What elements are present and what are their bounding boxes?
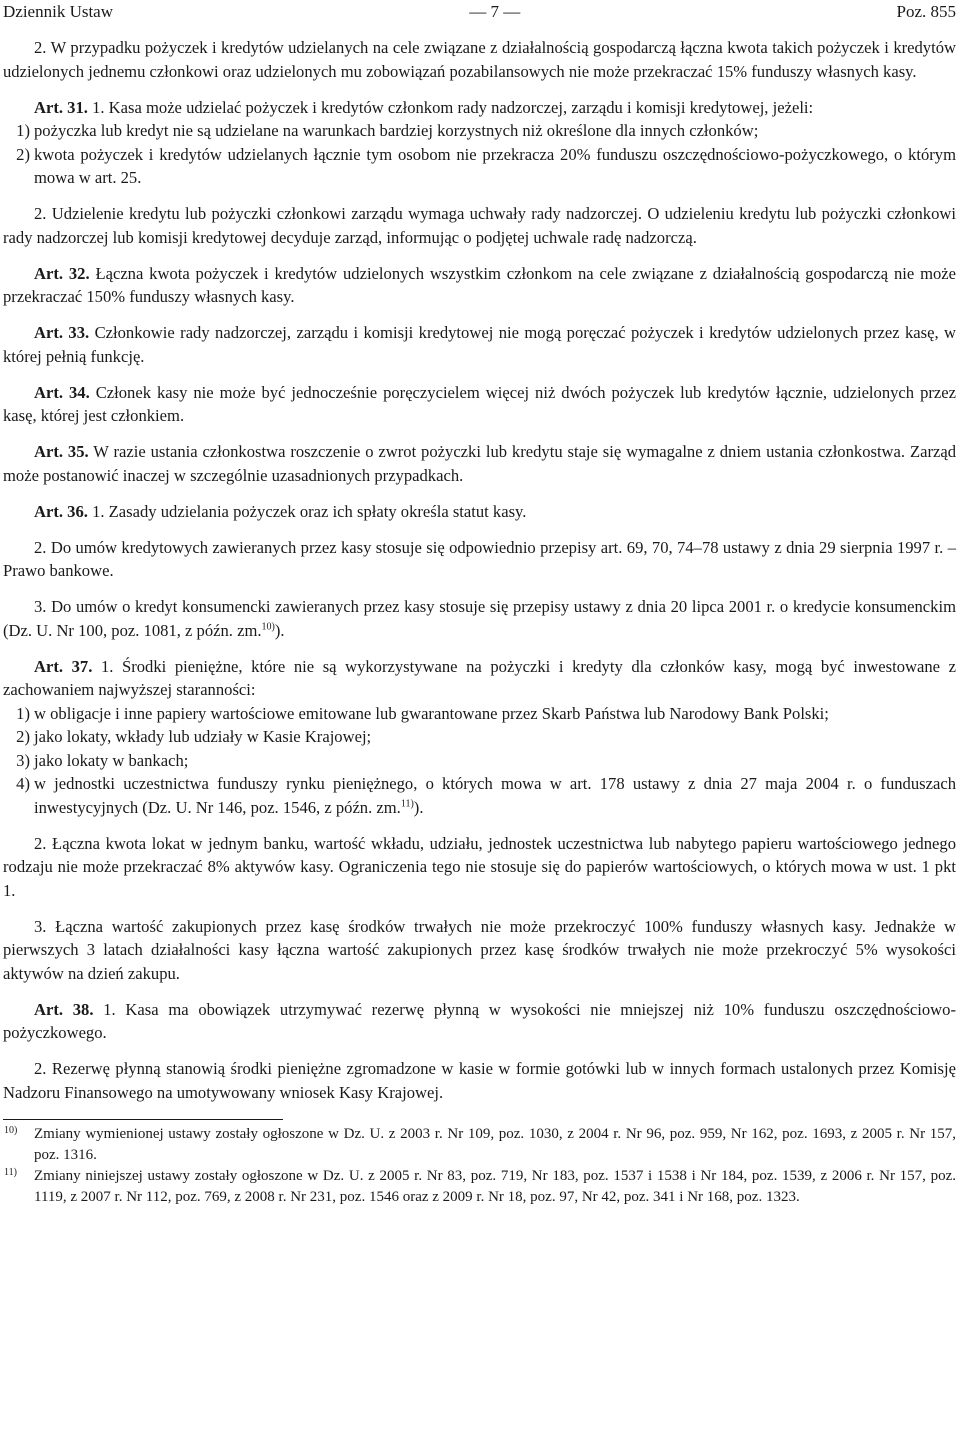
paragraph-art31-2: 2. Udzielenie kredytu lub pożyczki członkowi zarządu wymaga uchwały rady nadzorczej. O udzieleniu kredytu lub pożyczki członkowi rady nadzorczej lub komisji kredytowej decyduje zarząd, informując o podjętej uchwale radę nadzorczą. xyxy=(3,204,956,247)
footnote-ref[interactable]: 11) xyxy=(400,797,414,809)
paragraph-art37-2: 2. Łączna kwota lokat w jednym banku, wartość wkładu, udziału, jednostek uczestnictwa lub nabytego papieru wartościowego jednego rodzaju nie może przekraczać 8% aktywów kasy. Ograniczenia tego nie stosuje się do papierów wartościowych, o których mowa w ust. 1 pkt 1. xyxy=(3,833,956,900)
article-text: Członek kasy nie może być jednocześnie poręczycielem więcej niż dwóch pożyczek lub kredytów łącznie, udzielonych przez kasę, której jest członkiem. xyxy=(3,382,956,425)
position-number: Poz. 855 xyxy=(896,2,956,21)
list-marker: 4) xyxy=(16,774,30,793)
article-37 xyxy=(3,655,956,702)
paragraph-art38-2: 2. Rezerwę płynną stanowią środki pieniężne zgromadzone w kasie w formie gotówki lub w innych formach ustalonych przez Komisję Nadzoru Finansowego na umotywowany wniosek Kasy Krajowej. xyxy=(3,1059,956,1102)
article-35 xyxy=(3,440,956,487)
article-text: Członkowie rady nadzorczej, zarządu i komisji kredytowej nie mogą poręczać pożyczek i kredytów udzielonych przez kasę, w której pełnią funkcję. xyxy=(3,323,956,366)
article-number: Art. 31. xyxy=(34,97,88,117)
list-text: kwota pożyczek i kredytów udzielanych łącznie tym osobom nie przekracza 20% funduszu oszczędnościowo-pożyczkowego, o którym mowa w art. 25. xyxy=(34,144,956,187)
article-number: Art. 32. xyxy=(34,263,90,283)
article-number: Art. 34. xyxy=(34,382,90,402)
list-marker: 2) xyxy=(16,144,30,164)
article-38 xyxy=(3,998,956,1045)
list-item xyxy=(3,702,956,726)
article-32 xyxy=(3,262,956,309)
footnote-text: Zmiany niniejszej ustawy zostały ogłoszone w Dz. U. z 2005 r. Nr 83, poz. 719, Nr 183, poz. 1537 i 1538 i Nr 184, poz. 1539, z 2006 r. Nr 157, poz. 1119, z 2007 r. Nr 112, poz. 769, z 2008 r. Nr 231, poz. 1546 oraz z 2009 r. Nr 18, poz. 97, Nr 42, poz. 341 i Nr 168, poz. 1323. xyxy=(34,1168,956,1205)
article-text: 1. Środki pieniężne, które nie są wykorzystywane na pożyczki i kredyty dla członków kasy, mogą być inwestowane z zachowaniem najwyższej staranności: xyxy=(3,656,956,699)
article-number: Art. 38. xyxy=(34,999,94,1019)
page-number: — 7 — xyxy=(469,2,521,21)
list-text: jako lokaty, wkłady lub udziały w Kasie Krajowej; xyxy=(34,727,372,746)
paragraph-art36-3 xyxy=(3,595,956,642)
list-item xyxy=(3,749,956,773)
list-text xyxy=(34,772,956,819)
list-marker: 3) xyxy=(16,750,30,770)
article-text: 1. Kasa może udzielać pożyczek i kredytów członkom rady nadzorczej, zarządu i komisji kredytowej, jeżeli: xyxy=(92,97,814,117)
footnote-text: Zmiany wymienionej ustawy zostały ogłoszone w Dz. U. z 2003 r. Nr 109, poz. 1030, z 2004 r. Nr 96, poz. 959, Nr 162, poz. 1693, z 2005 r. Nr 157, poz. 1316. xyxy=(34,1126,956,1163)
list-text-end: ). xyxy=(413,797,424,817)
journal-title: Dziennik Ustaw xyxy=(3,2,114,21)
list-item xyxy=(3,772,956,819)
article-text: W razie ustania członkostwa roszczenie o zwrot pożyczki lub kredytu staje się wymagalne z dniem ustania członkostwa. Zarząd może postanowić inaczej w szczególnie uzasadnionych przypadkach. xyxy=(3,442,956,485)
list-text-body: w jednostki uczestnictwa funduszy rynku pieniężnego, o których mowa w art. 178 ustawy z dnia 27 maja 2004 r. o funduszach inwestycyjnych (Dz. U. Nr 146, poz. 1546, z późn. zm. xyxy=(34,774,956,817)
list-item xyxy=(3,725,956,749)
article-number: Art. 33. xyxy=(34,323,90,342)
footnote xyxy=(3,1166,956,1208)
article-text: 1. Zasady udzielania pożyczek oraz ich spłaty określa statut kasy. xyxy=(92,501,527,521)
article-36 xyxy=(3,500,956,524)
article-34 xyxy=(3,381,956,428)
paragraph-art30-2: 2. W przypadku pożyczek i kredytów udzielanych na cele związane z działalnością gospodarczą łączna kwota takich pożyczek i kredytów udzielonych jednemu członkowi oraz udzielonych mu zobowiązań pozabilansowych nie może przekraczać 15% funduszy własnych kasy. xyxy=(3,38,956,81)
paragraph-art37-3: 3. Łączna wartość zakupionych przez kasę środków trwałych nie może przekroczyć 100% funduszy własnych kasy. Jednakże w pierwszych 3 latach działalności kasy łączna wartość zakupionych przez kasę środków trwałych nie może przekroczyć 5% wysokości aktywów na dzień zakupu. xyxy=(3,916,956,983)
footnote-mark: 10) xyxy=(4,1125,18,1136)
article-text: Łączna kwota pożyczek i kredytów udzielonych wszystkim członkom na cele związane z działalnością gospodarczą nie może przekraczać 150% funduszy własnych kasy. xyxy=(3,263,957,306)
footnote-ref[interactable]: 10) xyxy=(261,620,275,632)
paragraph-art36-2: 2. Do umów kredytowych zawieranych przez kasy stosuje się odpowiednio przepisy art. 69, 70, 74–78 ustawy z dnia 29 sierpnia 1997 r. – Prawo bankowe. xyxy=(3,537,956,580)
article-number: Art. 37. xyxy=(34,656,93,676)
footnote-mark: 11) xyxy=(4,1167,17,1178)
footnote-divider xyxy=(3,1119,283,1120)
list-text: w obligacje i inne papiery wartościowe emitowane lub gwarantowane przez Skarb Państwa lub Narodowy Bank Polski; xyxy=(34,703,829,723)
list-item xyxy=(3,143,956,190)
article-number: Art. 35. xyxy=(34,442,89,461)
paragraph-text-end: ). xyxy=(274,620,285,640)
list-marker: 2) xyxy=(16,727,30,746)
page-header xyxy=(3,0,956,36)
list-text: jako lokaty w bankach; xyxy=(34,750,189,770)
article-31 xyxy=(3,96,956,120)
article-text: 1. Kasa ma obowiązek utrzymywać rezerwę płynną w wysokości nie mniejszej niż 10% funduszu oszczędnościowo-pożyczkowego. xyxy=(3,999,956,1042)
footnote xyxy=(3,1124,956,1166)
list-item xyxy=(3,119,956,143)
list-marker: 1) xyxy=(16,121,30,140)
article-33 xyxy=(3,321,956,368)
paragraph-text: 3. Do umów o kredyt konsumencki zawieranych przez kasy stosuje się przepisy ustawy z dnia 20 lipca 2001 r. o kredycie konsumenckim (Dz. U. Nr 100, poz. 1081, z późn. zm. xyxy=(3,597,956,640)
list-text: pożyczka lub kredyt nie są udzielane na warunkach bardziej korzystnych niż określone dla innych członków; xyxy=(34,121,759,140)
list-marker: 1) xyxy=(16,703,30,723)
article-number: Art. 36. xyxy=(34,501,88,521)
